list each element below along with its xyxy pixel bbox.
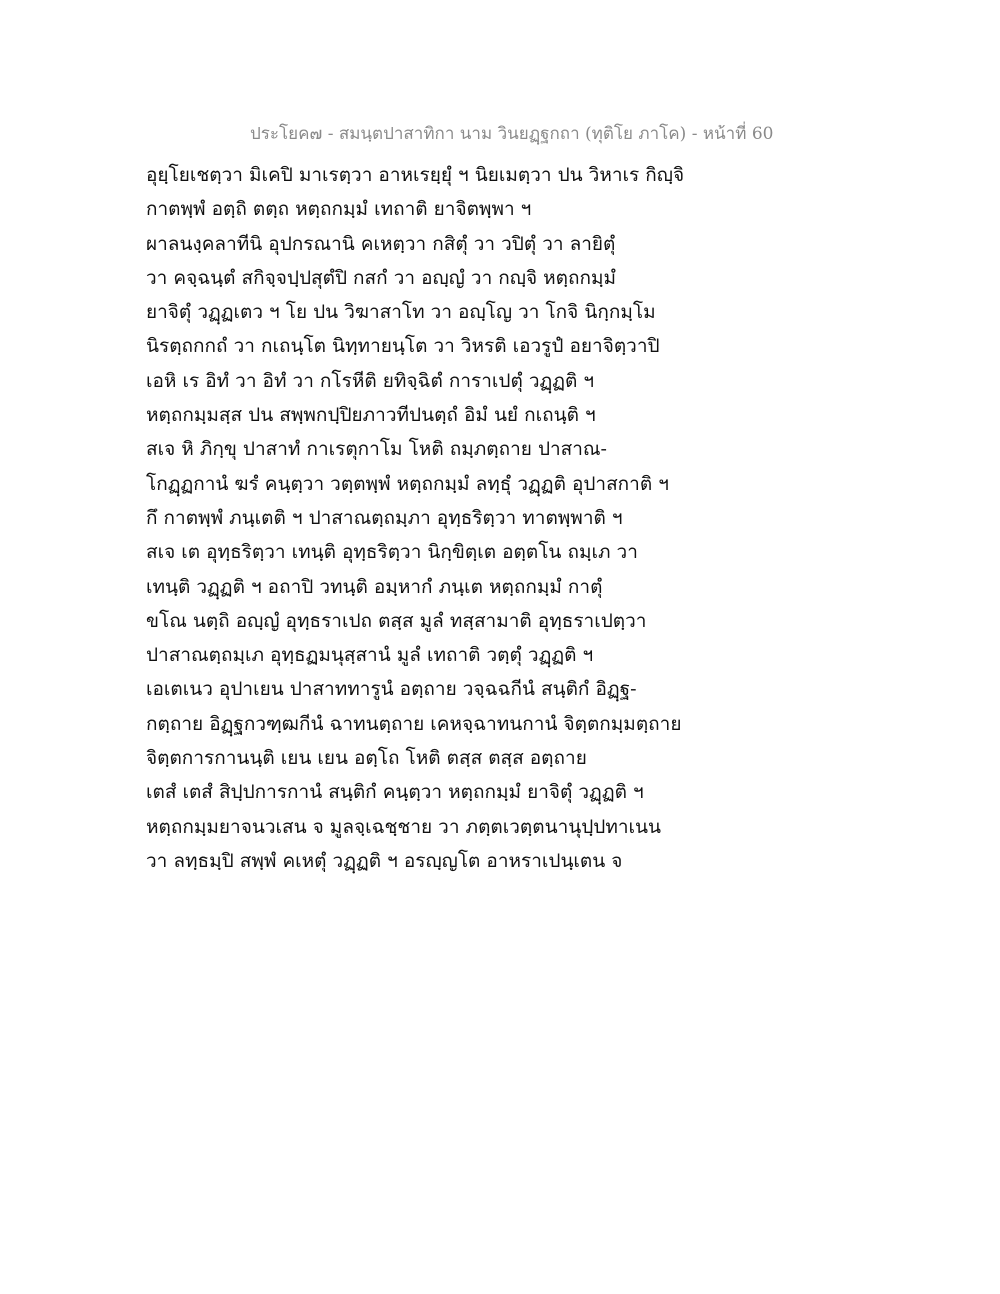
body-text bbox=[146, 158, 706, 878]
text-line: หตฺถกมฺมยาจนวเสน จ มูลจฺเฉชฺชาย วา ภตฺตเวตฺตนานุปฺปทาเนน bbox=[146, 815, 662, 838]
text-line: วา คจฺฉนฺตํ สกิจฺจปฺปสุตํปิ กสกํ วา อญฺญํ วา กญฺจิ หตฺถกมฺมํ bbox=[146, 266, 617, 289]
text-line: กาตพฺพํ อตฺถิ ตตฺถ หตฺถกมฺมํ เทถาติ ยาจิตพฺพา ฯ bbox=[146, 198, 532, 221]
text-line: ผาลนงฺคลาทีนิ อุปกรณานิ คเหตฺวา กสิตุํ วา วปิตุํ วา ลายิตุํ bbox=[146, 232, 616, 255]
text-line: หตฺถกมฺมสฺส ปน สพฺพกปฺปิยภาวทีปนตฺถํ อิมํ นยํ กเถนฺติ ฯ bbox=[146, 404, 596, 427]
text-line: นิรตฺถกกถํ วา กเถนฺโต นิทฺทายนฺโต วา วิหรติ เอวรูปํ อยาจิตฺวาปิ bbox=[146, 335, 660, 358]
text-line: ยาจิตุํ วฏฺฏเตว ฯ โย ปน วิฆาสาโท วา อญฺโญ วา โกจิ นิกฺกมฺโม bbox=[146, 301, 656, 324]
text-line: กึ กาตพฺพํ ภนฺเตติ ฯ ปาสาณตฺถมฺภา อุทฺธริตฺวา ทาตพฺพาติ ฯ bbox=[146, 506, 623, 529]
text-line: เอหิ เร อิทํ วา อิทํ วา กโรหีติ ยทิจฺฉิตํ การาเปตุํ วฏฺฏติ ฯ bbox=[146, 369, 595, 392]
text-line: สเจ หิ ภิกฺขุ ปาสาทํ กาเรตุกาโม โหติ ถมฺภตฺถาย ปาสาณ- bbox=[146, 438, 607, 461]
text-line: กตฺถาย อิฏฺฐกวฑฺฒกีนํ ฉาทนตฺถาย เคหจฺฉาทนกานํ จิตฺตกมฺมตฺถาย bbox=[146, 712, 682, 735]
text-line: เตสํ เตสํ สิปฺปการกานํ สนฺติกํ คนฺตฺวา หตฺถกมฺมํ ยาจิตุํ วฏฺฏติ ฯ bbox=[146, 781, 644, 804]
text-line: โกฏฺฏกานํ ฆรํ คนฺตฺวา วตฺตพฺพํ หตฺถกมฺมํ ลทฺธุํ วฏฺฏติ อุปาสกาติ ฯ bbox=[146, 472, 669, 495]
text-line: เทนฺติ วฏฺฏติ ฯ อถาปิ วทนฺติ อมฺหากํ ภนฺเต หตฺถกมฺมํ กาตุํ bbox=[146, 575, 603, 598]
text-line: ขโณ นตฺถิ อญฺญํ อุทฺธราเปถ ตสฺส มูลํ ทสฺสามาติ อุทฺธราเปตฺวา bbox=[146, 609, 647, 632]
text-line: ปาสาณตฺถมฺเภ อุทฺธฏมนุสฺสานํ มูลํ เทถาติ วตฺตุํ วฏฺฏติ ฯ bbox=[146, 644, 594, 667]
text-line: วา ลทฺธมฺปิ สพฺพํ คเหตุํ วฏฺฏติ ฯ อรญฺญโต อาหราเปนฺเตน จ bbox=[146, 849, 623, 872]
text-line: อุยฺโยเชตฺวา มิเคปิ มาเรตฺวา อาหเรยฺยุํ ฯ นิยเมตฺวา ปน วิหาเร กิญฺจิ bbox=[146, 164, 685, 186]
text-line: จิตฺตการกานนฺติ เยน เยน อตฺโถ โหติ ตสฺส ตสฺส อตฺถาย bbox=[146, 747, 587, 770]
running-header: ประโยค๗ - สมนฺตปาสาทิกา นาม วินยฏฺฐกถา (ทุติโย ภาโค) - หน้าที่ 60 bbox=[250, 124, 774, 144]
text-line: สเจ เต อุทฺธริตฺวา เทนฺติ อุทฺธริตฺวา นิกฺขิตฺเต อตฺตโน ถมฺเภ วา bbox=[146, 541, 638, 564]
text-line: เอเตเนว อุปาเยน ปาสาททารูนํ อตฺถาย วจฺฉฉกีนํ สนฺติกํ อิฏฺฐ- bbox=[146, 678, 637, 701]
